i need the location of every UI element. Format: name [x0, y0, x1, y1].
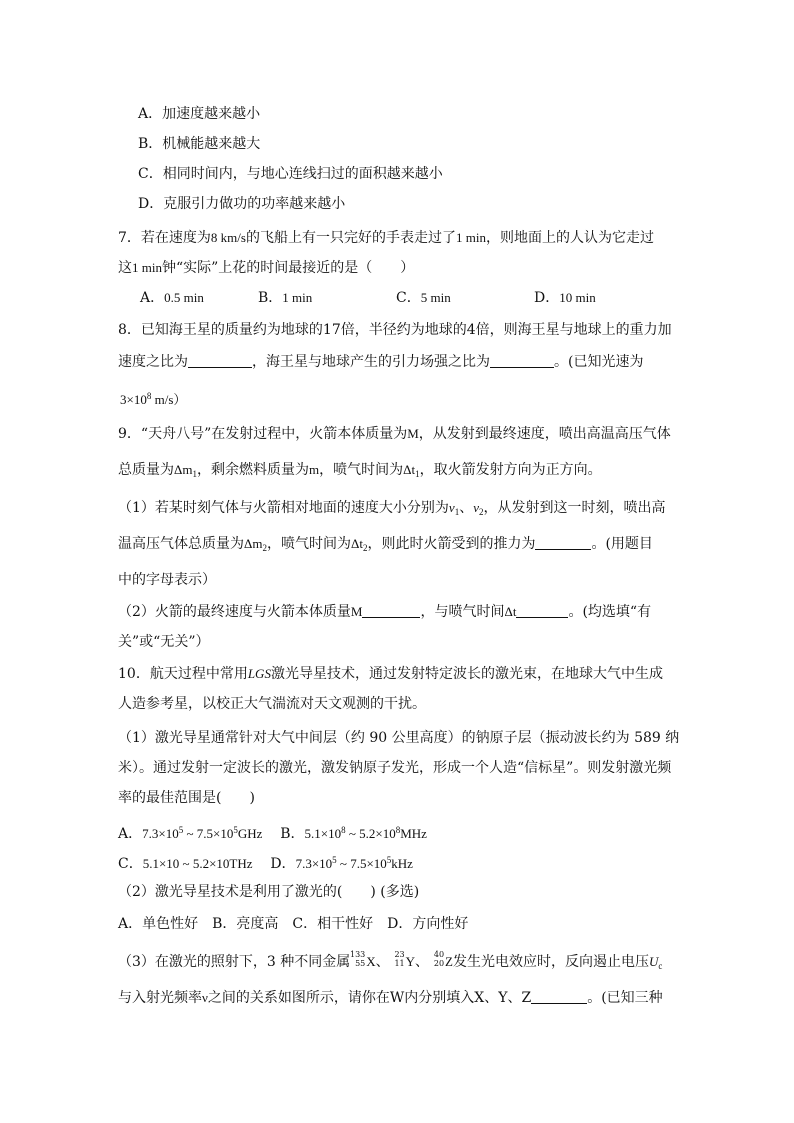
answer-blank[interactable]: [188, 353, 252, 368]
q9-part1-line2: 温高压气体总质量为$\Delta m_2$，喷气时间为$\Delta t_2$，则此时火箭受到的推力为 。(用题目: [118, 536, 653, 553]
q9-part2-line1: （2）火箭的最终速度与火箭本体质量M ，与喷气时间Δt 。(均选填“有: [118, 604, 652, 620]
q6-option-a: A．加速度越来越小: [138, 106, 261, 122]
q6-option-d: D．克服引力做功的功率越来越小: [138, 196, 346, 212]
q10-part2-options: A．单色性好 B．亮度高 C．相干性好 D．方向性好: [118, 916, 469, 932]
q8-stem-line1: 8．已知海王星的质量约为地球的17倍，半径约为地球的4倍，则海王星与地球上的重力加: [118, 322, 672, 338]
q10-options-ab: [118, 820, 427, 844]
q10-part3-line2: 与入射光频率ν之间的关系如图所示，请你在W内分别填入X、Y、Z 。(已知三种: [118, 990, 663, 1006]
q9-part1-line3: 中的字母表示）: [118, 572, 216, 588]
q10-part2-line: （2）激光导星技术是利用了激光的( ) (多选): [118, 884, 420, 900]
q10-stem-line1: 10．航天过程中常用LGS激光导星技术，通过发射特定波长的激光束，在地球大气中生成: [118, 666, 663, 682]
q8-stem-line2: 速度之比为 ，海王星与地球产生的引力场强之比为 。(已知光速为: [118, 354, 644, 370]
answer-blank[interactable]: [362, 603, 420, 618]
q9-stem-line1: 9．“天舟八号”在发射过程中，火箭本体质量为M，从发射到最终速度，喷出高温高压气体: [118, 426, 671, 442]
q10-option-b: B．$5.1\times 10^8$ ~ $5.2\times 10^8MHz$: [280, 825, 427, 842]
q7-option-c: C．5 min: [396, 290, 451, 306]
q7-option-b: B．1 min: [258, 290, 313, 306]
q7-option-d: D．10 min: [534, 290, 596, 306]
q7-option-a: A．0.5 min: [140, 290, 204, 306]
q7-time: 1 min: [132, 260, 162, 275]
q7-text: 7．若在速度为: [118, 230, 211, 246]
q6-option-b: B．机械能越来越大: [138, 136, 261, 152]
isotope-y: 23 11: [394, 950, 405, 968]
q7-stem-line2: [118, 258, 414, 278]
q7-text: ，则地面上的人认为它走过: [485, 230, 654, 246]
isotope-z: 40 20: [433, 950, 445, 968]
q10-option-a: A．$7.3\times 10^5$ ~ $7.5\times 10^5GHz$: [118, 825, 263, 842]
q7-text: 钟“实际”上花的时间最接近的是（ ）: [161, 260, 415, 276]
isotope-x: 133 55: [349, 950, 366, 968]
q10-part1-line1: （1）激光导星通常针对大气中间层（约 90 公里高度）的钠原子层（振动波长约为 589 纳: [118, 730, 680, 746]
q6-option-c: C．相同时间内，与地心连线扫过的面积越来越小: [138, 166, 443, 182]
q10-part1-line3: 率的最佳范围是( ): [118, 790, 255, 806]
q10-options-cd: [118, 850, 413, 874]
q10-part1-line2: 米）。通过发射一定波长的激光，激发钠原子发光，形成一个人造“信标星”。则发射激光频: [118, 760, 672, 776]
answer-blank[interactable]: [531, 989, 587, 1004]
answer-blank[interactable]: [490, 353, 554, 368]
q7-options: [140, 288, 596, 308]
q7-text: 这: [118, 260, 132, 276]
q9-part2-line2: 关”或“无关”）: [118, 634, 210, 650]
q7-time: 1 min: [455, 230, 486, 245]
q10-stem-line2: 人造参考星，以校正大气湍流对天文观测的干扰。: [118, 696, 426, 712]
q7-speed: 8 km/s: [210, 230, 246, 245]
light-speed-value: $3\times 10^8$ m/s）: [120, 391, 187, 407]
q10-part3-line1: （3）在激光的照射下，3 种不同金属 133 55 X、 23 11 Y、 40 20 Z发生光电效应时，反向遏止电压$U_c$: [118, 950, 663, 971]
q10-option-c: C．5.1×10 ~ 5.2×10THz: [118, 856, 253, 872]
answer-blank[interactable]: [535, 535, 591, 550]
q10-option-d: D．$7.3\times 10^5$ ~ $7.5\times 10^5kHz$: [270, 855, 413, 872]
q9-stem-line2: 总质量为$\Delta m_1$，剩余燃料质量为m，喷气时间为$\Delta t_1$，取火箭发射方向为正方向。: [118, 462, 602, 479]
q7-stem-line1: [118, 228, 654, 248]
answer-blank[interactable]: [516, 603, 568, 618]
q7-text: 的飞船上有一只完好的手表走过了: [245, 230, 456, 246]
q9-part1-line1: （1）若某时刻气体与火箭相对地面的速度大小分别为$v_1$、$v_2$，从发射到这一时刻，喷出高: [118, 500, 666, 517]
